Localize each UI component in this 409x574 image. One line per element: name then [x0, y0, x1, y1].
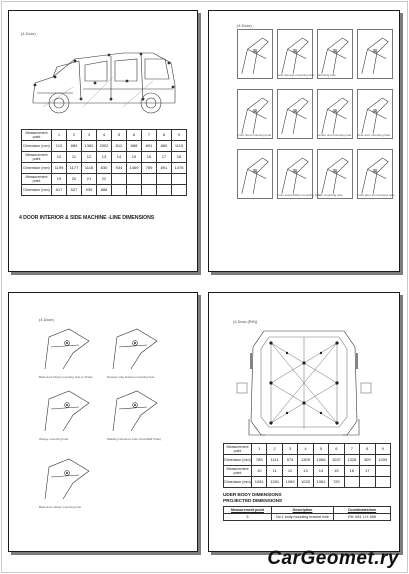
legend-header-point: Measurement point	[224, 507, 272, 514]
table-cell: 939	[82, 185, 97, 196]
table-cell: 1	[52, 130, 67, 141]
table-cell: 1081	[252, 477, 267, 488]
detail-figure	[237, 89, 273, 139]
table-cell: 14	[313, 466, 328, 477]
detail-caption: Welding reference hole (Lhs/OEM Prele)	[107, 437, 161, 441]
table-cell: 1111	[267, 455, 282, 466]
detail-caption: Mounting hole	[317, 73, 336, 77]
table-cell: 891	[157, 163, 172, 174]
table-row	[224, 477, 391, 488]
table-cell: 15	[127, 152, 142, 163]
table-cell: 880	[157, 141, 172, 152]
table-cell: 617	[52, 185, 67, 196]
table-cell	[127, 174, 142, 185]
table-cell	[172, 185, 187, 196]
table-cell: 3	[82, 130, 97, 141]
table-cell: 409	[360, 455, 375, 466]
table-cell: 2	[67, 130, 82, 141]
page-4-caption-1: UDER BODY DIMENSIONS	[223, 493, 282, 498]
measurement-table-4	[223, 443, 391, 488]
table-cell: 16	[344, 466, 359, 477]
table-cell: 13	[97, 152, 112, 163]
table-cell: 2002	[97, 141, 112, 152]
table-cell: 10	[52, 152, 67, 163]
table-cell	[157, 185, 172, 196]
detail-figure	[357, 149, 393, 199]
table-cell: 3	[282, 444, 297, 455]
measurement-table-1	[21, 129, 187, 196]
page-4-title: (4 Door (RH))	[233, 319, 258, 324]
page-thumbnail-2[interactable]	[208, 10, 400, 272]
table-cell: 9	[172, 130, 187, 141]
table-cell: 1116	[82, 163, 97, 174]
legend-header-coordinates: Coordinates/mm	[334, 507, 391, 514]
detail-figure	[107, 323, 165, 373]
table-cell: 8	[360, 444, 375, 455]
legend-coordinates: RH: 654, LH: 658	[334, 514, 391, 521]
table-cell: 22	[97, 174, 112, 185]
table-row	[22, 130, 187, 141]
table-cell: 7	[344, 444, 359, 455]
table-cell: 1177	[67, 163, 82, 174]
table-cell: 17	[360, 466, 375, 477]
table-cell: 1066	[313, 455, 328, 466]
underbody-diagram	[229, 323, 379, 443]
table-cell: 6	[127, 130, 142, 141]
table-cell: 1037	[329, 455, 344, 466]
table-row	[22, 141, 187, 152]
page-thumbnail-4[interactable]	[208, 292, 400, 552]
table-cell: 8	[157, 130, 172, 141]
table-cell: 1	[252, 444, 267, 455]
row-label: Dimension (mm)	[22, 163, 52, 174]
detail-caption: Front seat beltline mounting hole	[277, 193, 321, 197]
page-2-title: (4 Door)	[237, 23, 252, 28]
table-row	[224, 444, 391, 455]
table-cell: 785	[252, 455, 267, 466]
table-cell: 1209	[375, 455, 391, 466]
detail-caption: Hole harness mounting hole	[277, 73, 315, 77]
table-cell: 4	[298, 444, 313, 455]
detail-figure	[317, 89, 353, 139]
table-cell	[112, 174, 127, 185]
table-cell: 13	[298, 466, 313, 477]
table-cell: 1119	[172, 141, 187, 152]
table-cell: 934	[112, 163, 127, 174]
legend-header-description: Description	[272, 507, 334, 514]
detail-caption: Wedge mounting hole	[39, 437, 69, 441]
table-cell: 891	[142, 141, 157, 152]
table-cell: 5	[112, 130, 127, 141]
table-cell: 17	[157, 152, 172, 163]
table-cell: 1309	[298, 455, 313, 466]
row-label: Measurement point	[22, 130, 52, 141]
table-row	[22, 174, 187, 185]
table-cell: 18	[172, 152, 187, 163]
row-label: Measurement point	[224, 466, 252, 477]
table-row	[22, 185, 187, 196]
detail-caption: Center unit mounting hole	[317, 133, 352, 137]
table-cell: 21	[82, 174, 97, 185]
detail-figure	[237, 29, 273, 79]
row-label: Measurement point	[22, 152, 52, 163]
table-cell: 1382	[82, 141, 97, 152]
side-view-body-diagram	[23, 37, 183, 127]
table-cell	[112, 185, 127, 196]
row-label: Dimension (mm)	[22, 185, 52, 196]
viewer-frame	[1, 1, 408, 573]
table-cell	[172, 174, 187, 185]
detail-caption: Back door hinge mounting hole (L Prele)	[39, 375, 93, 379]
page-1-caption: 4 DOOR INTERIOR & SIDE MACHINE -LINE DIMENSIONS	[19, 215, 155, 221]
table-cell: 10	[252, 466, 267, 477]
table-cell	[142, 174, 157, 185]
table-cell: 16	[142, 152, 157, 163]
detail-figure	[317, 149, 353, 199]
table-cell: 11	[267, 466, 282, 477]
table-cell: 20	[67, 174, 82, 185]
table-cell	[375, 466, 391, 477]
coordinates-legend-table	[223, 506, 391, 521]
detail-figure	[39, 323, 97, 373]
row-label: Measurement point	[224, 444, 252, 455]
table-row	[224, 455, 391, 466]
table-cell: 5	[313, 444, 328, 455]
detail-figure	[317, 29, 353, 79]
detail-figure	[277, 29, 313, 79]
table-cell: 19	[52, 174, 67, 185]
table-cell: 574	[282, 455, 297, 466]
table-cell: 1328	[344, 455, 359, 466]
row-label: Measurement point	[22, 174, 52, 185]
detail-caption: Rear door mounting hole	[357, 133, 391, 137]
table-cell: 110	[52, 141, 67, 152]
detail-figure	[39, 453, 97, 503]
table-cell: 1199	[52, 163, 67, 174]
table-cell: 527	[67, 185, 82, 196]
table-cell: 789	[142, 163, 157, 174]
table-cell: 14	[112, 152, 127, 163]
table-cell: 4	[97, 130, 112, 141]
page-4-caption-2: PROJECTED DIMENSIONS	[223, 499, 283, 504]
page-1-title: (4 Door)	[21, 31, 36, 36]
table-cell: 1020	[298, 477, 313, 488]
row-label: Dimension (mm)	[22, 141, 52, 152]
table-cell: 888	[97, 185, 112, 196]
row-label: Dimension (mm)	[224, 477, 252, 488]
table-cell: 1281	[267, 477, 282, 488]
detail-caption: Damper stay bracket mounting hole	[107, 375, 155, 379]
detail-figure	[357, 89, 393, 139]
detail-figure	[277, 149, 313, 199]
table-cell: 1476	[172, 163, 187, 174]
table-cell	[344, 477, 359, 488]
table-cell	[360, 477, 375, 488]
table-cell: 9	[375, 444, 391, 455]
detail-caption: Front hood mounting hole	[237, 133, 272, 137]
table-cell: 830	[97, 163, 112, 174]
table-row	[22, 163, 187, 174]
table-cell: 1469	[127, 163, 142, 174]
table-cell: 15	[329, 466, 344, 477]
detail-caption: Trim mounting hole	[317, 193, 343, 197]
page-thumbnail-1[interactable]	[8, 10, 198, 272]
row-label: Dimension (mm)	[224, 455, 252, 466]
table-cell: 2	[267, 444, 282, 455]
table-cell	[142, 185, 157, 196]
legend-point: 5	[224, 514, 272, 521]
table-cell: 11	[67, 152, 82, 163]
detail-caption: Back door striker mounting hole	[39, 505, 82, 509]
page-thumbnail-3[interactable]	[8, 292, 198, 552]
table-cell	[157, 174, 172, 185]
table-cell: 7	[142, 130, 157, 141]
table-cell: 888	[127, 141, 142, 152]
legend-description: No.1 body mounting bracket hole	[272, 514, 334, 521]
detail-figure	[107, 385, 165, 435]
detail-figure	[357, 29, 393, 79]
detail-figure	[39, 385, 97, 435]
site-watermark-logo: CarGeomet.ry	[267, 548, 399, 569]
table-cell: 12	[82, 152, 97, 163]
table-cell: 6	[329, 444, 344, 455]
table-cell	[127, 185, 142, 196]
table-cell: 720	[329, 477, 344, 488]
page-3-title: (4 Door)	[39, 317, 54, 322]
table-cell	[375, 477, 391, 488]
detail-figure	[237, 149, 273, 199]
table-cell: 889	[67, 141, 82, 152]
table-cell: 1081	[313, 477, 328, 488]
table-cell: 12	[282, 466, 297, 477]
table-cell: 812	[112, 141, 127, 152]
detail-figure	[277, 89, 313, 139]
table-row	[224, 466, 391, 477]
table-row	[22, 152, 187, 163]
table-cell: 1089	[282, 477, 297, 488]
detail-caption: Front door trim harness hole	[357, 193, 395, 197]
